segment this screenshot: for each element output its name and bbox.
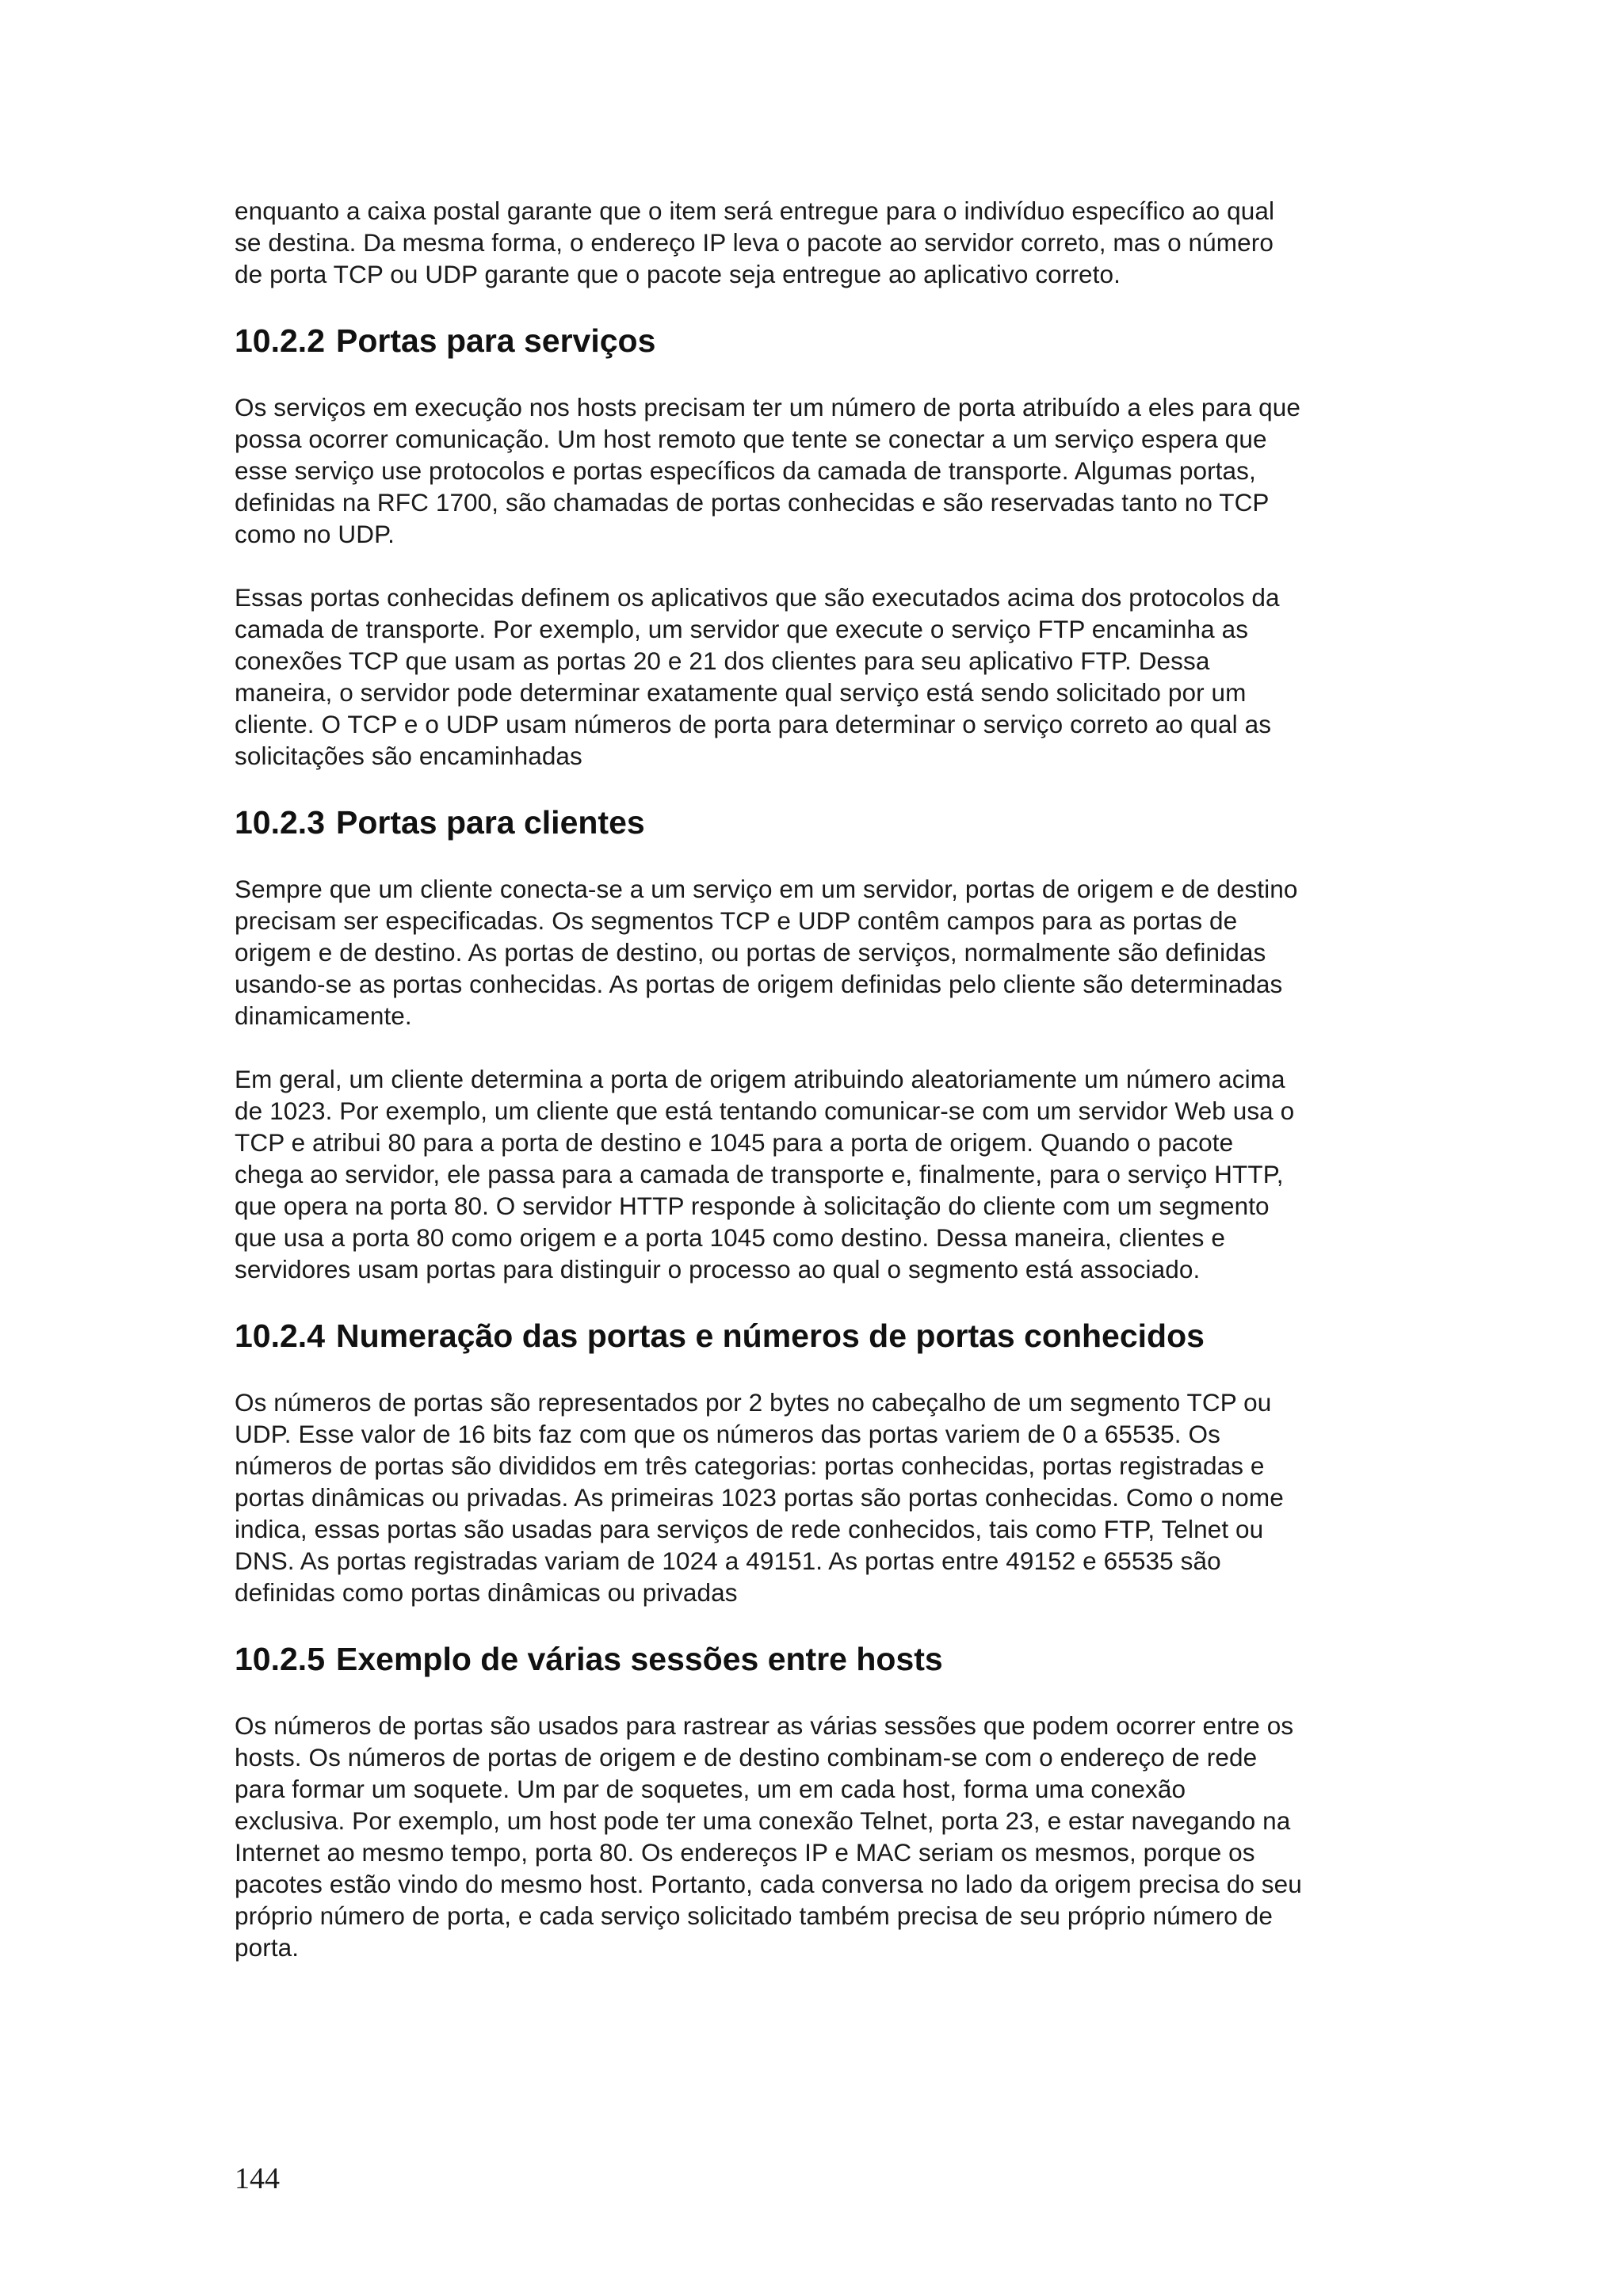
- text-line: cliente. O TCP e o UDP usam números de porta para determinar o serviço correto ao qual as: [235, 710, 1272, 738]
- text-line: enquanto a caixa postal garante que o item será entregue para o indivíduo específico ao qual: [235, 196, 1275, 225]
- text-line: portas dinâmicas ou privadas. As primeiras 1023 portas são portas conhecidas. Como o nome: [235, 1483, 1284, 1512]
- section-heading: [235, 1640, 1423, 1678]
- section-title: Numeração das portas e números de portas conhecidos: [336, 1318, 1205, 1354]
- text-line: servidores usam portas para distinguir o processo ao qual o segmento está associado.: [235, 1255, 1201, 1283]
- body-paragraph: [235, 391, 1423, 550]
- body-paragraph: [235, 873, 1423, 1032]
- text-line: Essas portas conhecidas definem os aplicativos que são executados acima dos protocolos da: [235, 583, 1280, 612]
- page-content: [235, 195, 1423, 1995]
- text-line: números de portas são divididos em três categorias: portas conhecidas, portas registradas e: [235, 1451, 1265, 1480]
- text-line: possa ocorrer comunicação. Um host remoto que tente se conectar a um serviço espera que: [235, 425, 1267, 453]
- text-line: DNS. As portas registradas variam de 1024 a 49151. As portas entre 49152 e 65535 são: [235, 1547, 1221, 1575]
- text-line: camada de transporte. Por exemplo, um servidor que execute o serviço FTP encaminha as: [235, 615, 1249, 643]
- section-title: Portas para clientes: [336, 804, 645, 841]
- section-number: 10.2.3: [235, 804, 325, 841]
- text-line: usando-se as portas conhecidas. As portas de origem definidas pelo cliente são determinadas: [235, 970, 1283, 998]
- text-line: TCP e atribui 80 para a porta de destino e 1045 para a porta de origem. Quando o pacote: [235, 1128, 1234, 1157]
- body-paragraph: [235, 1386, 1423, 1608]
- section-heading: [235, 1317, 1423, 1355]
- text-line: Os números de portas são representados por 2 bytes no cabeçalho de um segmento TCP ou: [235, 1388, 1272, 1417]
- text-line: que usa a porta 80 como origem e a porta 1045 como destino. Dessa maneira, clientes e: [235, 1223, 1225, 1252]
- text-line: hosts. Os números de portas de origem e de destino combinam-se com o endereço de rede: [235, 1743, 1258, 1772]
- text-line: Os serviços em execução nos hosts precisam ter um número de porta atribuído a eles para que: [235, 393, 1301, 421]
- text-line: origem e de destino. As portas de destino, ou portas de serviços, normalmente são definidas: [235, 938, 1266, 967]
- body-paragraph: [235, 1063, 1423, 1285]
- section-number: 10.2.4: [235, 1318, 325, 1354]
- text-line: se destina. Da mesma forma, o endereço IP leva o pacote ao servidor correto, mas o número: [235, 228, 1274, 257]
- text-line: indica, essas portas são usadas para serviços de rede conhecidos, tais como FTP, Telnet ou: [235, 1515, 1264, 1543]
- body-paragraph: [235, 582, 1423, 772]
- text-line: porta.: [235, 1933, 300, 1962]
- text-line: conexões TCP que usam as portas 20 e 21 dos clientes para seu aplicativo FTP. Dessa: [235, 646, 1210, 675]
- text-line: que opera na porta 80. O servidor HTTP responde à solicitação do cliente com um segmento: [235, 1192, 1270, 1220]
- text-line: Os números de portas são usados para rastrear as várias sessões que podem ocorrer entre os: [235, 1711, 1294, 1740]
- text-line: dinamicamente.: [235, 1001, 412, 1030]
- text-line: solicitações são encaminhadas: [235, 742, 582, 770]
- text-line: UDP. Esse valor de 16 bits faz com que os números das portas variem de 0 a 65535. Os: [235, 1420, 1220, 1448]
- section-heading: [235, 322, 1423, 360]
- text-line: esse serviço use protocolos e portas específicos da camada de transporte. Algumas portas,: [235, 456, 1256, 485]
- text-line: exclusiva. Por exemplo, um host pode ter uma conexão Telnet, porta 23, e estar navegando na: [235, 1806, 1291, 1835]
- text-line: como no UDP.: [235, 520, 395, 548]
- text-line: pacotes estão vindo do mesmo host. Portanto, cada conversa no lado da origem precisa do seu: [235, 1870, 1302, 1898]
- text-line: definidas na RFC 1700, são chamadas de portas conhecidas e são reservadas tanto no TCP: [235, 488, 1270, 517]
- body-paragraph: [235, 1710, 1423, 1963]
- section-number: 10.2.2: [235, 322, 325, 359]
- section-heading: [235, 803, 1423, 841]
- text-line: Sempre que um cliente conecta-se a um serviço em um servidor, portas de origem e de destino: [235, 875, 1298, 903]
- section-title: Portas para serviços: [336, 322, 656, 359]
- text-line: maneira, o servidor pode determinar exatamente qual serviço está sendo solicitado por um: [235, 678, 1247, 707]
- text-line: próprio número de porta, e cada serviço solicitado também precisa de seu próprio número de: [235, 1901, 1273, 1930]
- text-line: de 1023. Por exemplo, um cliente que está tentando comunicar-se com um servidor Web usa o: [235, 1097, 1295, 1125]
- intro-paragraph: [235, 195, 1423, 290]
- text-line: precisam ser especificadas. Os segmentos TCP e UDP contêm campos para as portas de: [235, 906, 1238, 935]
- section-number: 10.2.5: [235, 1641, 325, 1677]
- text-line: chega ao servidor, ele passa para a camada de transporte e, finalmente, para o serviço HTTP,: [235, 1160, 1284, 1188]
- text-line: definidas como portas dinâmicas ou privadas: [235, 1578, 738, 1607]
- text-line: Internet ao mesmo tempo, porta 80. Os endereços IP e MAC seriam os mesmos, porque os: [235, 1838, 1255, 1867]
- text-line: de porta TCP ou UDP garante que o pacote seja entregue ao aplicativo correto.: [235, 260, 1121, 288]
- text-line: Em geral, um cliente determina a porta de origem atribuindo aleatoriamente um número acima: [235, 1065, 1285, 1093]
- section-title: Exemplo de várias sessões entre hosts: [336, 1641, 943, 1677]
- text-line: para formar um soquete. Um par de soquetes, um em cada host, forma uma conexão: [235, 1775, 1186, 1803]
- page-number: 144: [235, 2162, 280, 2195]
